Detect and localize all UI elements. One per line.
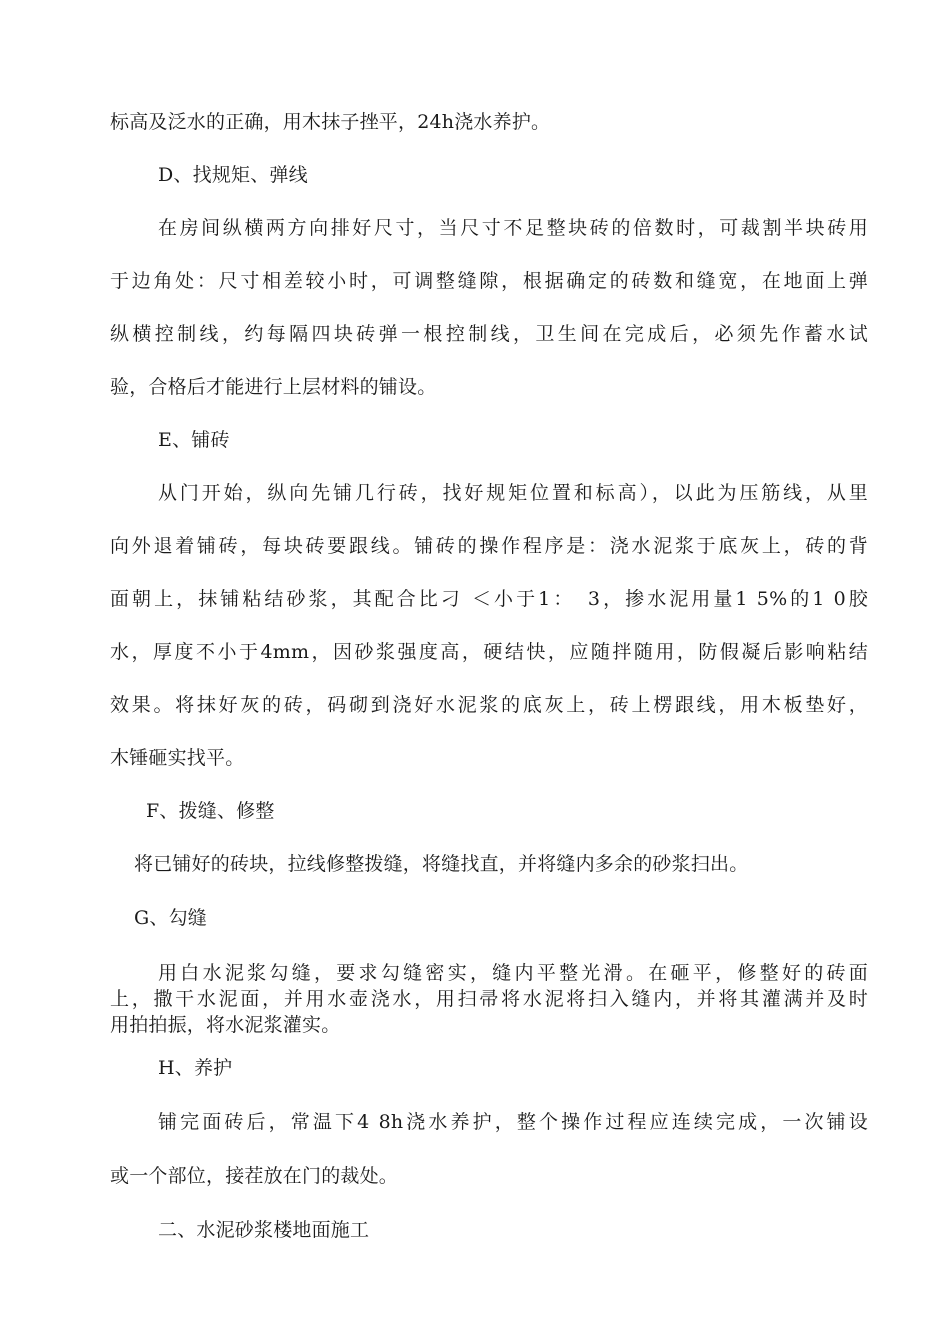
text-line: 向外退着铺砖，每块砖要跟线。铺砖的操作程序是：浇水泥浆于底灰上，砖的背 — [110, 535, 868, 557]
text-line: 效果。将抹好灰的砖，码砌到浇好水泥浆的底灰上，砖上楞跟线，用木板垫好， — [110, 694, 868, 716]
section-heading-g: G、勾缝 — [134, 907, 207, 929]
text-line: 水，厚度不小于4mm，因砂浆强度高，硬结快，应随拌随用，防假凝后影响粘结 — [110, 641, 868, 663]
text-line: 面朝上，抹铺粘结砂浆，其配合比刁 ＜小于1： 3，掺水泥用量1 5%的1 0胶 — [110, 588, 868, 610]
text-line: 铺完面砖后，常温下4 8h浇水养护，整个操作过程应连续完成，一次铺设 — [158, 1111, 868, 1133]
text-line: 从门开始，纵向先铺几行砖，找好规矩位置和标高），以此为压筋线，从里 — [158, 482, 868, 504]
text-line: 于边角处：尺寸相差较小时，可调整缝隙，根据确定的砖数和缝宽，在地面上弹 — [110, 270, 868, 292]
section-heading-h: H、养护 — [158, 1057, 233, 1079]
chapter-heading: 二、水泥砂浆楼地面施工 — [158, 1219, 370, 1241]
text-line: 用拍拍振，将水泥浆灌实。 — [110, 1014, 341, 1036]
text-line: 木锤砸实找平。 — [110, 747, 245, 769]
text-line: 用白水泥浆勾缝，要求勾缝密实，缝内平整光滑。在砸平，修整好的砖面 — [158, 962, 868, 984]
text-line: 或一个部位，接茬放在门的裁处。 — [110, 1165, 399, 1187]
text-line: 在房间纵横两方向排好尺寸，当尺寸不足整块砖的倍数时，可裁割半块砖用 — [158, 217, 868, 239]
text-line: 标高及泛水的正确，用木抹子挫平，24h浇水养护。 — [110, 111, 551, 133]
text-line: 纵横控制线，约每隔四块砖弹一根控制线，卫生间在完成后，必须先作蓄水试 — [110, 323, 868, 345]
text-line: 验，合格后才能进行上层材料的铺设。 — [110, 376, 437, 398]
section-heading-f: F、拨缝、修整 — [146, 800, 275, 822]
text-line: 上，撒干水泥面，并用水壶浇水，用扫帚将水泥将扫入缝内，并将其灌满并及时 — [110, 988, 868, 1010]
section-heading-e: E、铺砖 — [158, 429, 230, 451]
text-line: 将已铺好的砖块，拉线修整拨缝，将缝找直，并将缝内多余的砂浆扫出。 — [134, 853, 749, 875]
section-heading-d: D、找规矩、弹线 — [158, 164, 308, 186]
